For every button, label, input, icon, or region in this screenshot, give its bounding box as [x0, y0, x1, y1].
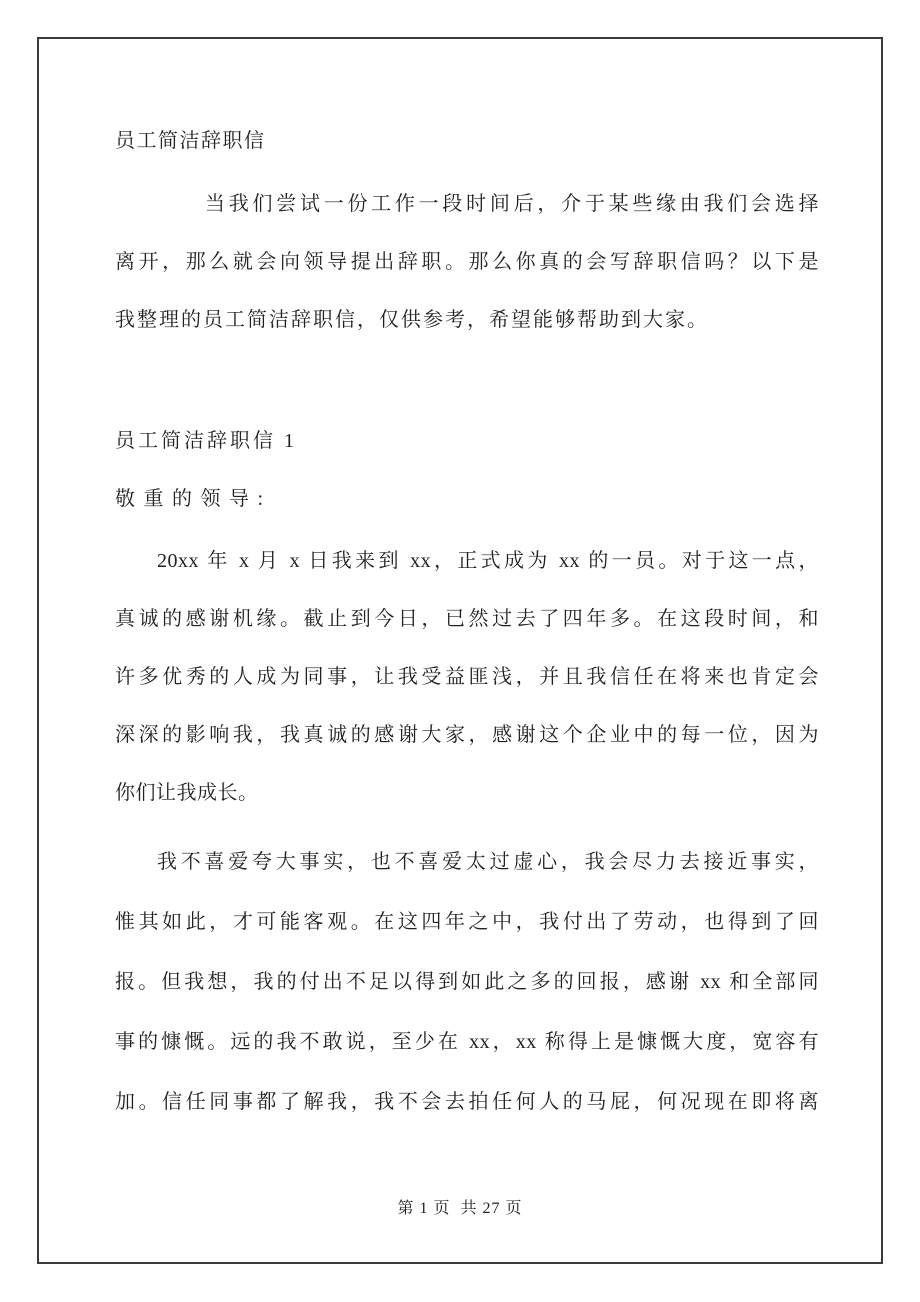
paragraph-line: 许多优秀的人成为同事，让我受益匪浅，并且我信任在将来也肯定会 — [115, 666, 819, 688]
paragraph-line: 惟其如此，才可能客观。在这四年之中，我付出了劳动，也得到了回 — [115, 911, 819, 933]
paragraph-line: 我不喜爱夸大事实，也不喜爱太过虚心，我会尽力去接近事实， — [157, 851, 819, 873]
paragraph-line: 20xx 年 x 月 x 日我来到 xx，正式成为 xx 的一员。对于这一点， — [157, 550, 819, 572]
salutation: 敬重的领导: — [115, 488, 272, 510]
paragraph-line: 你们让我成长。 — [115, 782, 259, 804]
intro-paragraph-line: 我整理的员工简洁辞职信，仅供参考，希望能够帮助到大家。 — [115, 309, 709, 331]
intro-paragraph-line: 当我们尝试一份工作一段时间后，介于某些缘由我们会选择 — [205, 193, 819, 215]
paragraph-line: 事的慷慨。远的我不敢说，至少在 xx，xx 称得上是慷慨大度，宽容有 — [115, 1031, 819, 1053]
page-footer: 第 1 页 共 27 页 — [397, 1200, 523, 1217]
paragraph-line: 真诚的感谢机缘。截止到今日，已然过去了四年多。在这段时间，和 — [115, 608, 819, 630]
paragraph-line: 报。但我想，我的付出不足以得到如此之多的回报，感谢 xx 和全部同 — [115, 971, 819, 993]
paragraph-line: 深深的影响我，我真诚的感谢大家，感谢这个企业中的每一位，因为 — [115, 724, 819, 746]
document-title: 员工简洁辞职信 — [115, 130, 266, 152]
paragraph-line: 加。信任同事都了解我，我不会去拍任何人的马屁，何况现在即将离 — [115, 1091, 819, 1113]
intro-paragraph-line: 离开，那么就会向领导提出辞职。那么你真的会写辞职信吗？以下是 — [115, 251, 819, 273]
section-heading: 员工简洁辞职信 1 — [115, 430, 297, 452]
page-content — [115, 112, 819, 1132]
